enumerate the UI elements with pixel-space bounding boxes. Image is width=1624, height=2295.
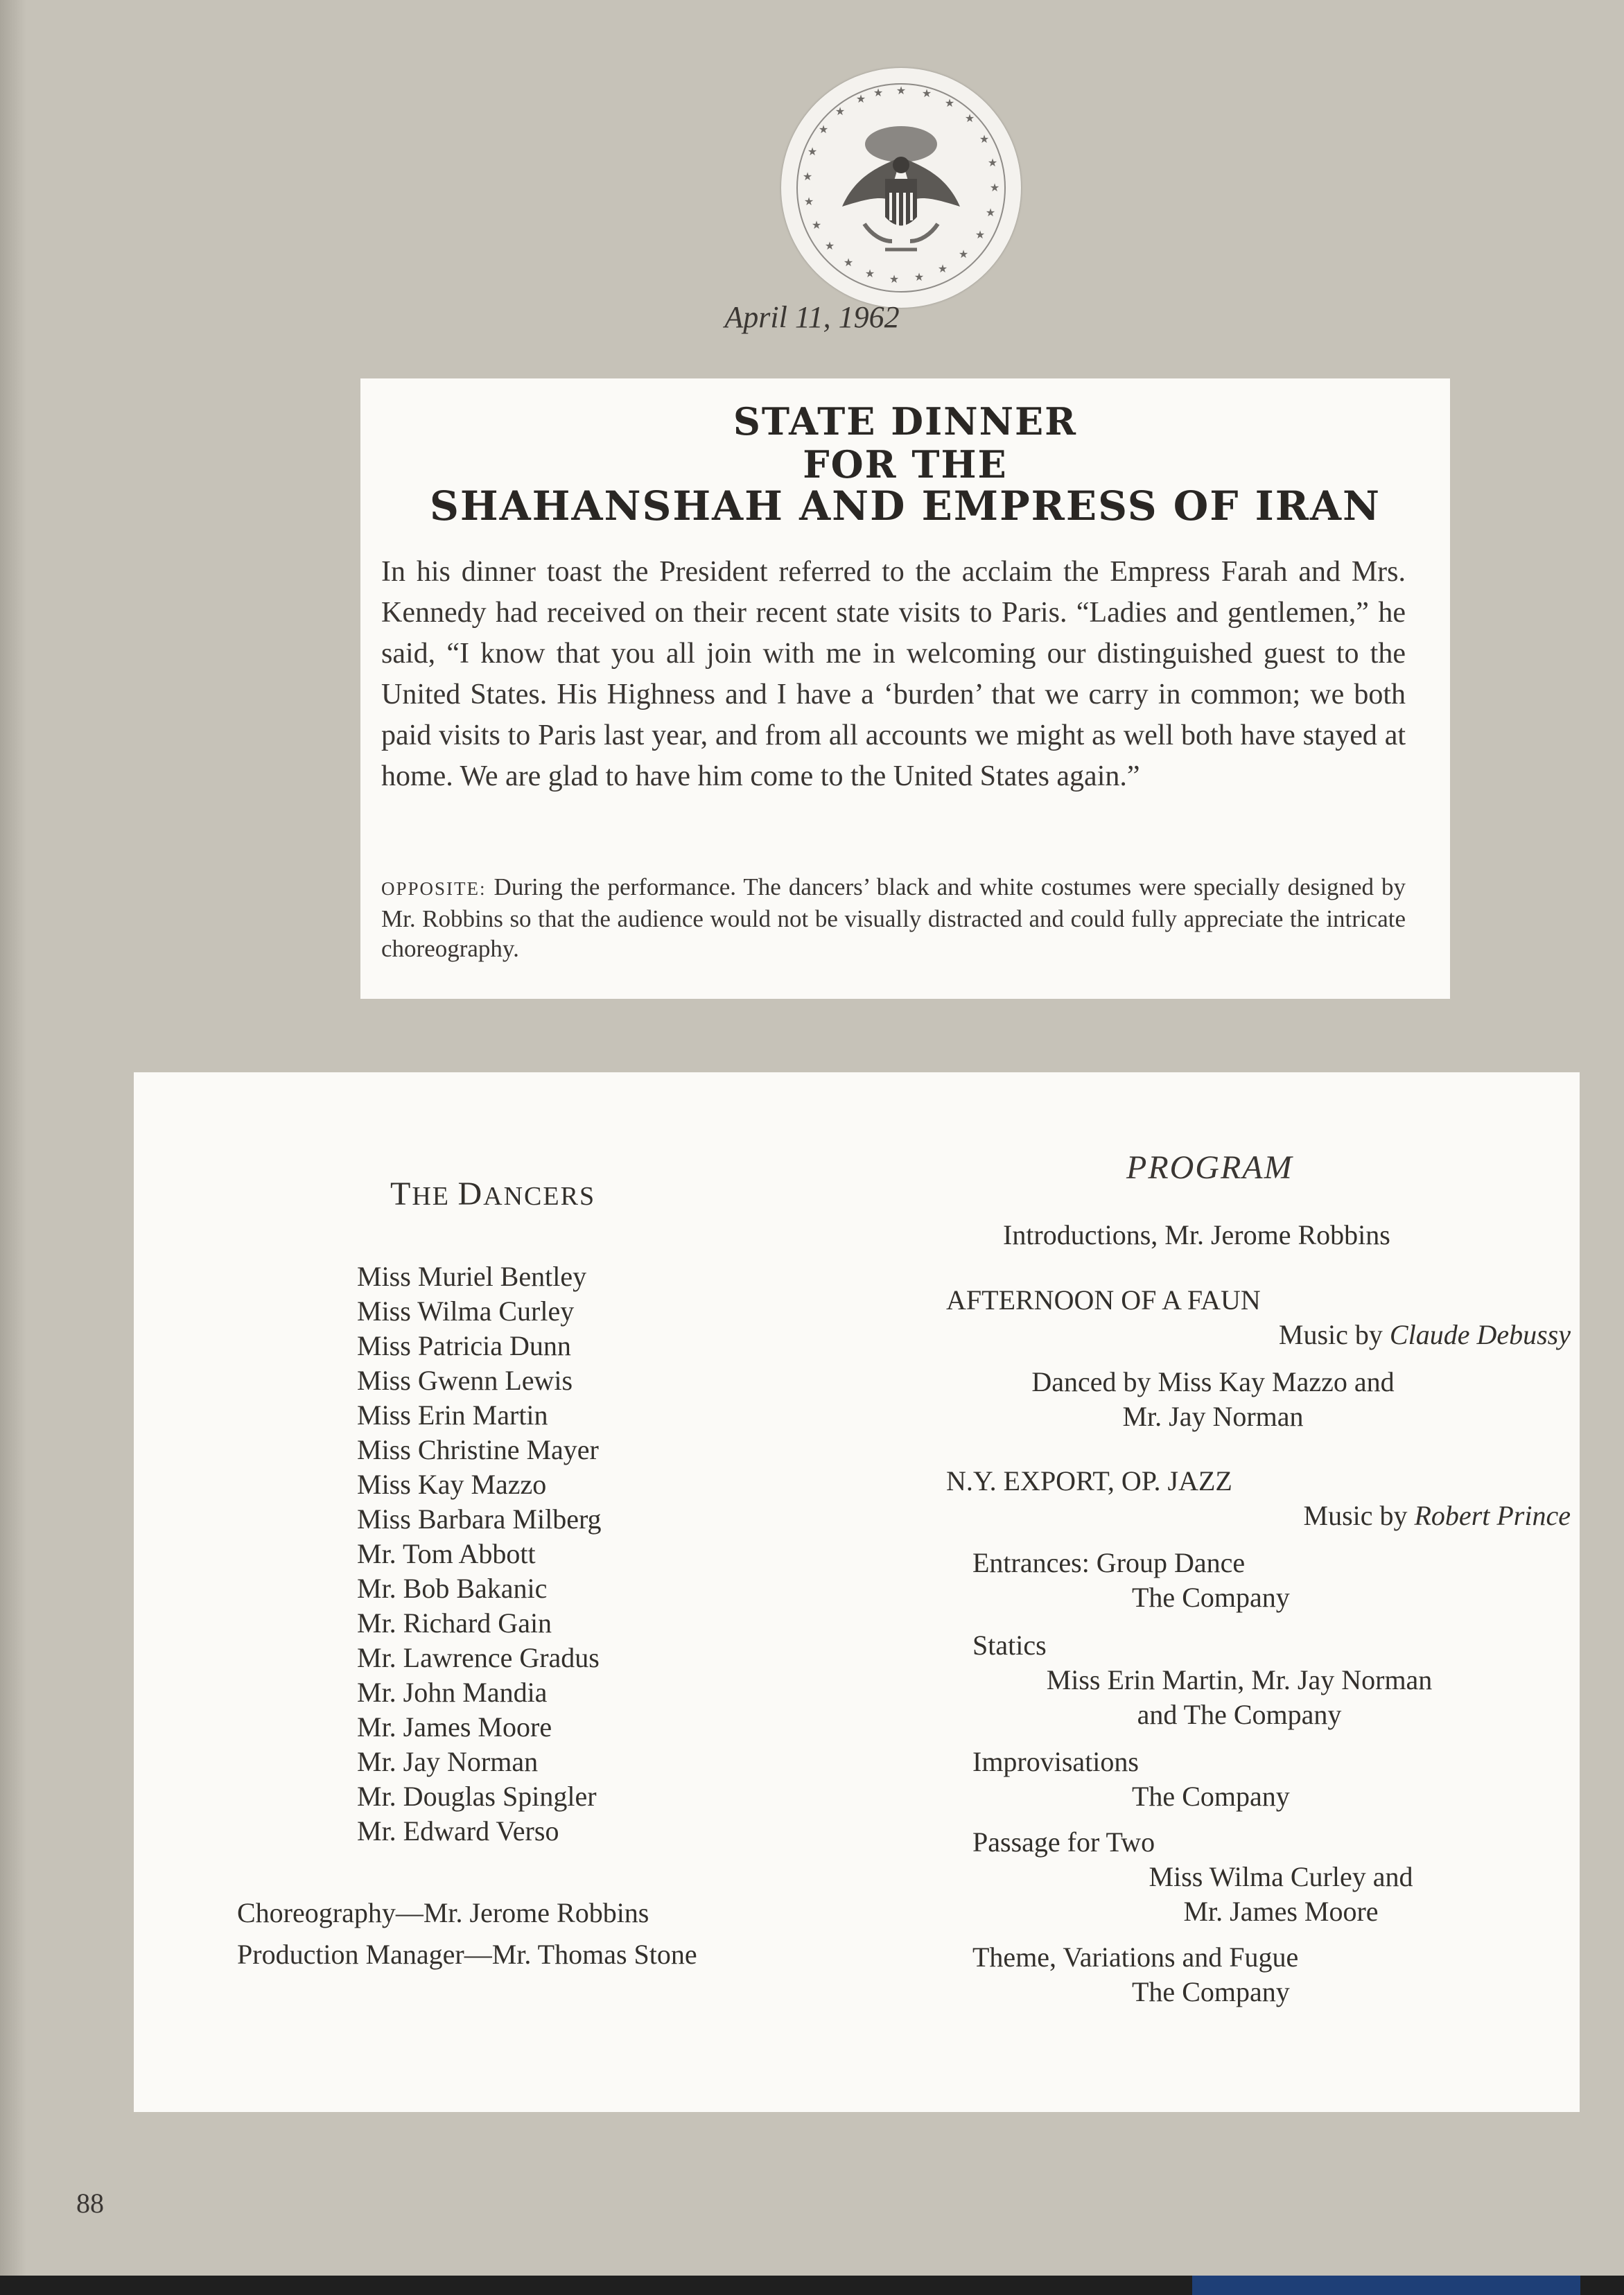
piece1-dancers-line-2: Mr. Jay Norman — [1122, 1401, 1304, 1432]
statics-performers-line-1: Miss Erin Martin, Mr. Jay Norman — [1046, 1664, 1433, 1695]
dancer-name: Miss Muriel Bentley — [357, 1261, 587, 1292]
svg-text:★: ★ — [964, 112, 975, 125]
piece1-title: AFTERNOON OF A FAUN — [946, 1284, 1261, 1316]
piece1-dancers-line-1: Danced by Miss Kay Mazzo and — [1031, 1366, 1395, 1397]
choreography-credit: Choreography—Mr. Jerome Robbins — [237, 1897, 649, 1928]
svg-text:★: ★ — [818, 123, 829, 136]
svg-text:★: ★ — [855, 92, 866, 105]
dancer-name: Miss Erin Martin — [357, 1399, 548, 1431]
program-card — [134, 1072, 1580, 2112]
svg-text:★: ★ — [989, 181, 1000, 194]
scan-bottom-strip — [0, 2276, 1624, 2295]
dancer-name: Mr. Lawrence Gradus — [357, 1642, 600, 1673]
credits — [237, 1892, 697, 1975]
dancer-name: Mr. John Mandia — [357, 1677, 548, 1708]
seal-emblem-icon — [781, 68, 1021, 308]
svg-text:★: ★ — [835, 105, 846, 118]
caption-text: During the performance. The dancers’ black and white costumes were specially designed by Mr. Robbins so that the audience would not be visually distracted and could fully appreciate the intricate choreography. — [381, 873, 1406, 962]
presidential-seal — [781, 68, 1021, 308]
svg-text:★: ★ — [824, 239, 835, 252]
svg-text:★: ★ — [843, 256, 854, 269]
svg-text:★: ★ — [979, 132, 990, 146]
svg-text:★: ★ — [803, 195, 814, 208]
dancers-heading-rest-2: ANCERS — [483, 1182, 596, 1211]
dancer-name: Mr. Douglas Spingler — [357, 1781, 597, 1812]
svg-text:★: ★ — [889, 272, 900, 286]
caption-label: OPPOSITE: — [381, 878, 487, 899]
piece2-title: N.Y. EXPORT, OP. JAZZ — [946, 1465, 1232, 1496]
toast-paragraph: In his dinner toast the President referred to the acclaim the Empress Farah and Mrs. Kennedy had received on their recent state visits to Paris. “Ladies and gentlemen,” he said, “I know that you all join with me in welcoming our distinguished guest to the United States. His Highness and I have a ‘burden’ that we carry in common; we both paid visits to Paris last year, and from all accounts we might as well both have stayed at home. We are glad to have him come to the United States again.” — [381, 556, 1406, 792]
photo-caption — [381, 872, 1406, 963]
svg-text:★: ★ — [987, 156, 998, 169]
dancer-list — [357, 1259, 602, 1849]
svg-text:★: ★ — [937, 262, 948, 275]
dancer-name: Mr. Richard Gain — [357, 1607, 552, 1639]
piece1-composer: Claude Debussy — [1389, 1319, 1571, 1350]
page-edge-shadow — [0, 0, 26, 2295]
entrances-performers: The Company — [1132, 1582, 1290, 1613]
dancers-heading — [390, 1175, 595, 1213]
passage-performers-line-1: Miss Wilma Curley and — [1149, 1861, 1413, 1892]
statics-section: Statics — [972, 1630, 1047, 1661]
statics-performers-line-2: and The Company — [1137, 1699, 1342, 1730]
title-line-1: STATE DINNER — [733, 399, 1078, 444]
passage-performers-line-2: Mr. James Moore — [1183, 1896, 1379, 1927]
improvisations-section: Improvisations — [972, 1746, 1139, 1777]
piece1-music-prefix: Music by — [1278, 1319, 1390, 1350]
svg-text:★: ★ — [807, 145, 818, 158]
svg-text:★: ★ — [958, 247, 969, 261]
dancer-name: Miss Gwenn Lewis — [357, 1365, 573, 1396]
dancer-name: Mr. Bob Bakanic — [357, 1573, 548, 1604]
production-manager-credit: Production Manager—Mr. Thomas Stone — [237, 1939, 697, 1970]
svg-text:★: ★ — [802, 170, 813, 183]
svg-text:★: ★ — [914, 270, 925, 283]
page-number: 88 — [76, 2188, 104, 2219]
svg-text:★: ★ — [985, 206, 996, 219]
piece2-music-prefix: Music by — [1303, 1500, 1415, 1531]
dancer-name: Miss Kay Mazzo — [357, 1469, 547, 1500]
svg-text:★: ★ — [873, 86, 884, 99]
svg-text:★: ★ — [864, 267, 875, 280]
dancers-heading-initial-1: T — [390, 1176, 412, 1212]
dancer-name: Mr. Tom Abbott — [357, 1538, 536, 1569]
dancers-heading-rest-1: HE — [412, 1182, 458, 1211]
piece2-music — [1304, 1499, 1571, 1533]
dancer-name: Miss Barbara Milberg — [357, 1503, 602, 1535]
dancer-name: Miss Patricia Dunn — [357, 1330, 571, 1361]
dancer-name: Mr. James Moore — [357, 1711, 552, 1743]
dancer-name: Mr. Edward Verso — [357, 1815, 559, 1847]
theme-performers: The Company — [1132, 1976, 1290, 2007]
dancer-name: Mr. Jay Norman — [357, 1746, 539, 1777]
entrances-section: Entrances: Group Dance — [972, 1547, 1246, 1578]
improvisations-performers: The Company — [1132, 1781, 1290, 1812]
theme-section: Theme, Variations and Fugue — [972, 1941, 1299, 1973]
scan-color-bar — [1192, 2276, 1580, 2295]
svg-text:★: ★ — [811, 218, 822, 232]
title-line-2: FOR THE — [803, 442, 1008, 487]
event-date: April 11, 1962 — [724, 300, 900, 334]
program-introductions: Introductions, Mr. Jerome Robbins — [1003, 1219, 1390, 1250]
title-line-3: SHAHANSHAH AND EMPRESS OF IRAN — [429, 482, 1381, 530]
passage-section: Passage for Two — [972, 1826, 1155, 1858]
svg-text:★: ★ — [896, 84, 907, 97]
dancer-name: Miss Christine Mayer — [357, 1434, 599, 1465]
svg-text:★: ★ — [944, 96, 955, 110]
piece1-music — [1279, 1318, 1571, 1352]
svg-text:★: ★ — [921, 87, 932, 100]
dinner-description-card — [360, 378, 1450, 999]
dancer-name: Miss Wilma Curley — [357, 1295, 575, 1327]
dancers-heading-initial-2: D — [457, 1176, 484, 1212]
program-heading: PROGRAM — [1126, 1149, 1293, 1186]
svg-text:★: ★ — [975, 228, 986, 241]
piece2-composer: Robert Prince — [1414, 1500, 1571, 1531]
